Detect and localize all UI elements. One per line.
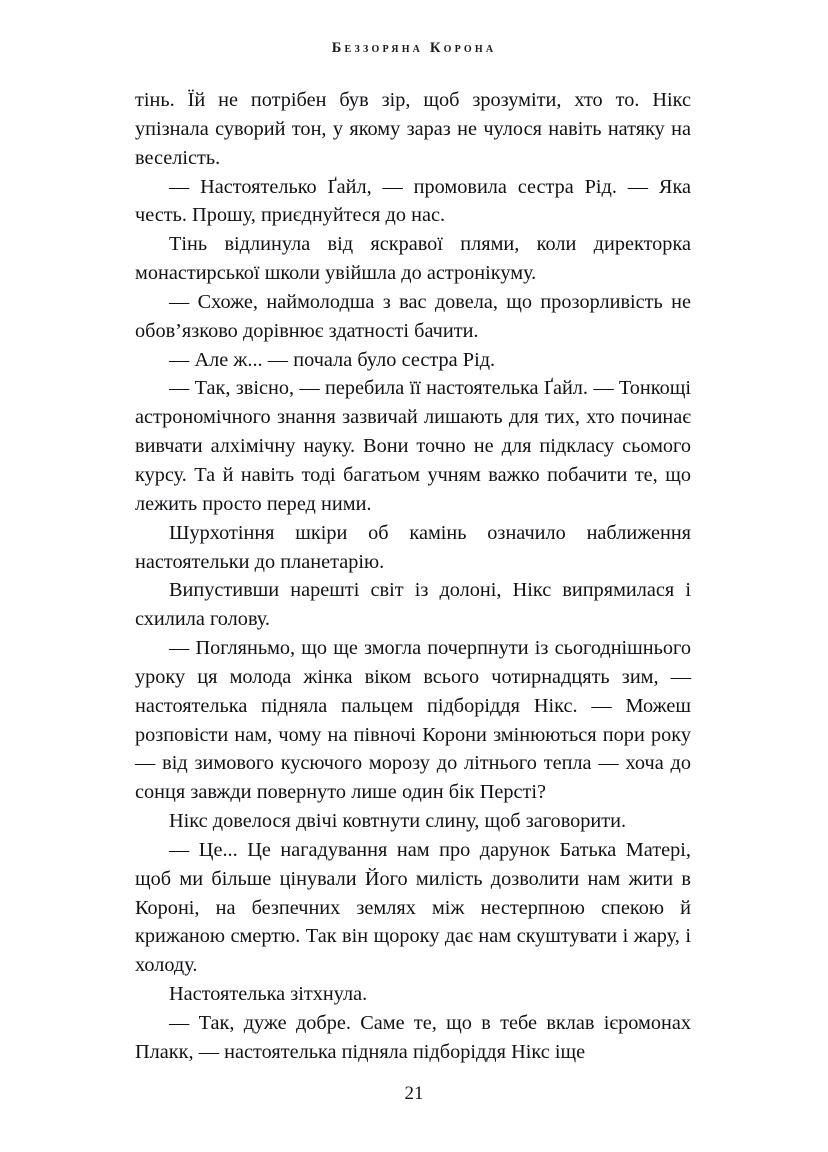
paragraph: — Так, дуже добре. Саме те, що в тебе вклав ієромонах Плакк, — настоятелька підняла підборіддя Нікс іще <box>135 1012 691 1063</box>
paragraph: тінь. Їй не потрібен був зір, щоб зрозуміти, хто то. Нікс упізнала суворий тон, у якому зараз не чулося навіть натяку на веселість. <box>135 89 691 169</box>
paragraph: — Це... Це нагадування нам про дарунок Батька Матері, щоб ми більше цінували Його милість дозволити нам жити в Короні, на безпечних землях між нестерпною спекою й крижаною смертю. Так він щороку дає нам скуштувати і жару, і холоду. <box>135 838 691 977</box>
paragraph: — Так, звісно, — перебила її настоятелька Ґайл. — Тонкощі астрономічного знання зазвичай лишають для тих, хто починає вивчати алхімічну науку. Вони точно не для підкласу сьомого курсу. Та й навіть тоді багатьом учням важко побачити те, що лежить просто перед ними. <box>135 377 691 515</box>
body-text-block <box>135 86 691 1067</box>
paragraph: — Погляньмо, що ще змогла почерпнути із сьогоднішнього уроку ця молода жінка віком всього чотирнадцять зим, — настоятелька підняла пальцем підборіддя Нікс. — Можеш розповісти нам, чому на півночі Корони змінюються пори року — від зимового кусючого морозу до літнього тепла — хоча до сонця завжди повернуто лише один бік Персті? <box>135 637 691 804</box>
paragraph: Настоятелька зітхнула. <box>169 983 368 1006</box>
paragraph: — Настоятелько Ґайл, — промовила сестра Рід. — Яка честь. Прошу, приєднуйтеся до нас. <box>135 175 691 227</box>
paragraph: Шурхотіння шкіри об камінь означило наближення настоятельки до планетарію. <box>135 521 691 573</box>
page-number: 21 <box>404 1083 424 1104</box>
running-head: Беззоряна Корона <box>331 40 497 56</box>
paragraph: Тінь відлинула від яскравої плями, коли директорка монастирської школи увійшла до астронікуму. <box>135 233 691 285</box>
paragraph: — Схоже, наймолодша з вас довела, що прозорливість не обов’язково дорівнює здатності бачити. <box>135 290 691 342</box>
paragraph: Випустивши нарешті світ із долоні, Нікс випрямилася і схилила голову. <box>135 579 691 631</box>
paragraph: — Але ж... — почала було сестра Рід. <box>169 348 496 371</box>
paragraph: Нікс довелося двічі ковтнути слину, щоб заговорити. <box>169 810 627 833</box>
